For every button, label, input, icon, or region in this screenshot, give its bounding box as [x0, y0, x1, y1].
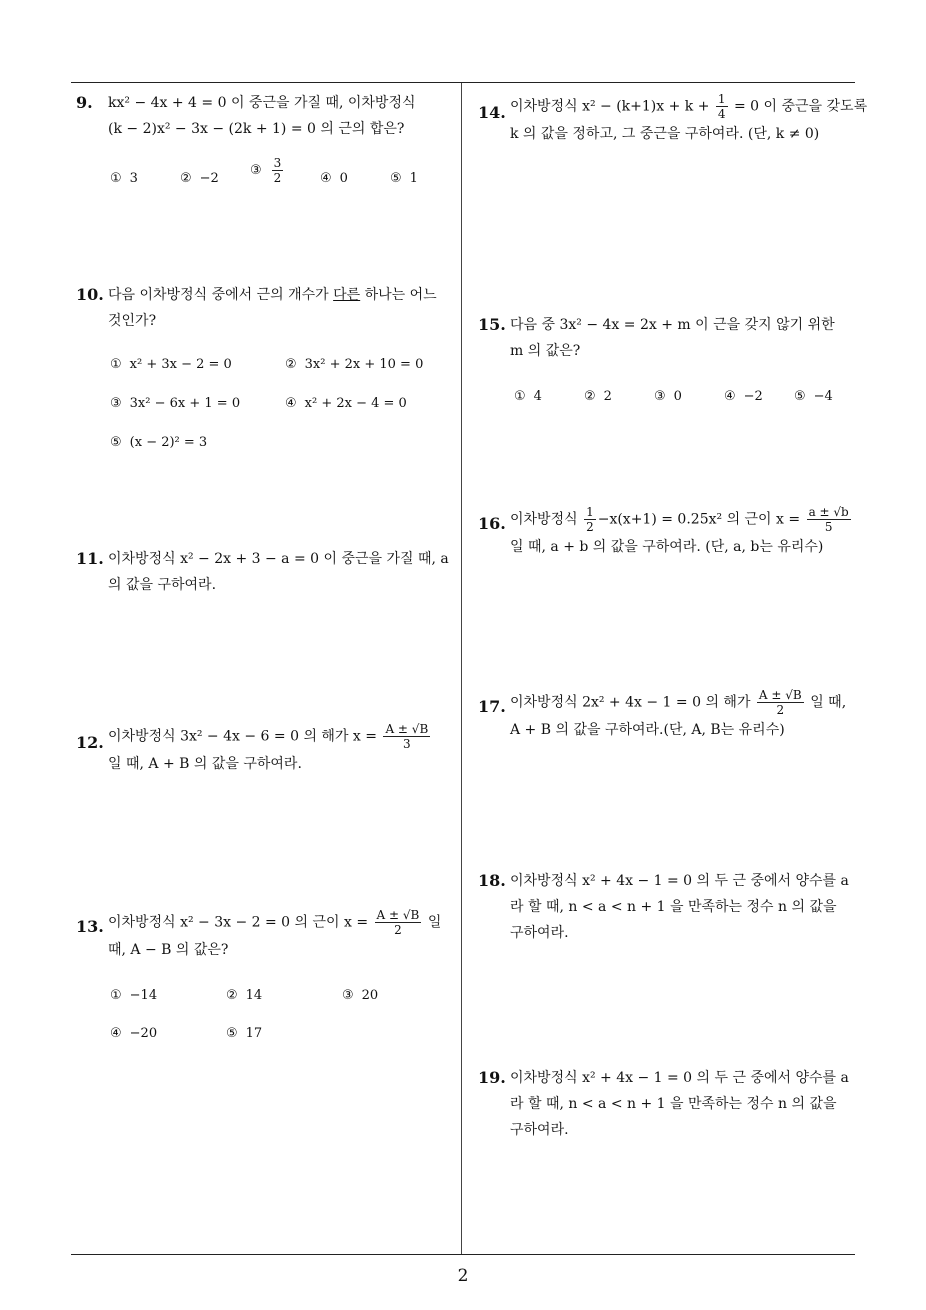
question-text-line: m 의 값은?: [510, 343, 581, 359]
fraction: $\frac{1}{2}$: [586, 505, 594, 534]
question-text-line: 이차방정식 x² + 4x − 1 = 0 의 두 근 중에서 양수를 a: [510, 1070, 849, 1086]
question-number: 16.: [478, 514, 506, 533]
option-2[interactable]: ② −2: [180, 171, 219, 186]
page-number: 2: [457, 1266, 469, 1286]
column-divider: [461, 83, 462, 1255]
option-3[interactable]: ③ $\frac{3}{2}$: [250, 156, 282, 185]
option-5[interactable]: ⑤ (x − 2)² = 3: [110, 435, 208, 450]
option-2[interactable]: ② 14: [226, 988, 263, 1003]
question-text-line: 이차방정식 x² − (k+1)x + k + $\frac{1}{4}$ = 0 이 중근을 갖도록: [510, 92, 868, 121]
fraction: $\frac{A \pm √B}{3}$: [385, 722, 429, 751]
question-text-line: 라 할 때, n < a < n + 1 을 만족하는 정수 n 의 값을: [510, 899, 837, 915]
option-5[interactable]: ⑤ 17: [226, 1026, 263, 1041]
top-rule: [71, 82, 855, 83]
question-text-line: 일 때, A + B 의 값을 구하여라.: [108, 756, 302, 772]
question-text-line: 이차방정식 x² − 3x − 2 = 0 의 근이 x = $\frac{A \pm √B}{2}$ 일: [108, 908, 442, 937]
option-4[interactable]: ④ 0: [320, 171, 348, 186]
question-text-line: 이차방정식 2x² + 4x − 1 = 0 의 해가 $\frac{A \pm √B}{2}$ 일 때,: [510, 688, 847, 717]
option-1[interactable]: ① −14: [110, 988, 158, 1003]
question-text-line: 의 값을 구하여라.: [108, 577, 217, 593]
question-number: 18.: [478, 871, 506, 890]
question-text-line: (k − 2)x² − 3x − (2k + 1) = 0 의 근의 합은?: [108, 121, 405, 137]
question-text-line: kx² − 4x + 4 = 0 이 중근을 가질 때, 이차방정식: [108, 95, 416, 111]
question-18: [478, 868, 862, 946]
option-3[interactable]: ③ 20: [342, 988, 379, 1003]
fraction: $\frac{3}{2}$: [273, 156, 282, 185]
question-number: 17.: [478, 697, 506, 716]
question-number: 11.: [76, 549, 104, 568]
question-text-line: 때, A − B 의 값은?: [108, 942, 229, 958]
question-number: 19.: [478, 1068, 506, 1087]
option-1[interactable]: ① 4: [514, 389, 542, 404]
question-text-line: 것인가?: [108, 313, 157, 329]
question-number: 9.: [76, 93, 93, 112]
question-text-line: 다음 중 3x² − 4x = 2x + m 이 근을 갖지 않기 위한: [510, 317, 835, 333]
bottom-rule: [71, 1254, 855, 1255]
option-5[interactable]: ⑤ 1: [390, 171, 418, 186]
option-2[interactable]: ② 2: [584, 389, 612, 404]
option-2[interactable]: ② 3x² + 2x + 10 = 0: [285, 357, 424, 372]
question-number: 15.: [478, 315, 506, 334]
answer-options: [478, 384, 862, 414]
fraction: $\frac{a \pm √b}{5}$: [808, 505, 849, 534]
question-number: 12.: [76, 733, 104, 752]
question-number: 14.: [478, 103, 506, 122]
question-12: [76, 722, 461, 777]
question-text-line: 구하여라.: [510, 925, 569, 941]
option-1[interactable]: ① x² + 3x − 2 = 0: [110, 357, 232, 372]
question-text-line: 이차방정식 x² − 2x + 3 − a = 0 이 중근을 가질 때, a: [108, 551, 449, 567]
question-text-line: 라 할 때, n < a < n + 1 을 만족하는 정수 n 의 값을: [510, 1096, 837, 1112]
fraction: $\frac{A \pm √B}{2}$: [376, 908, 420, 937]
question-number: 10.: [76, 285, 104, 304]
question-text-line: 구하여라.: [510, 1122, 569, 1138]
question-14: [478, 92, 868, 147]
question-text-line: 일 때, a + b 의 값을 구하여라. (단, a, b는 유리수): [510, 539, 824, 555]
answer-options: [76, 156, 461, 202]
option-4[interactable]: ④ x² + 2x − 4 = 0: [285, 396, 407, 411]
question-number: 13.: [76, 917, 104, 936]
question-10: [76, 282, 461, 472]
fraction: $\frac{A \pm √B}{2}$: [758, 688, 802, 717]
question-16: [478, 505, 862, 560]
question-19: [478, 1065, 862, 1143]
question-text-line: 이차방정식 x² + 4x − 1 = 0 의 두 근 중에서 양수를 a: [510, 873, 849, 889]
option-3[interactable]: ③ 0: [654, 389, 682, 404]
question-text-line: A + B 의 값을 구하여라.(단, A, B는 유리수): [510, 722, 785, 738]
question-17: [478, 688, 862, 743]
option-4[interactable]: ④ −20: [110, 1026, 158, 1041]
option-5[interactable]: ⑤ −4: [794, 389, 833, 404]
question-9: [76, 90, 461, 202]
option-3[interactable]: ③ 3x² − 6x + 1 = 0: [110, 396, 241, 411]
option-4[interactable]: ④ −2: [724, 389, 763, 404]
question-text-line: 이차방정식 3x² − 4x − 6 = 0 의 해가 x = $\frac{A \pm √B}{3}$: [108, 722, 429, 751]
answer-options: [76, 352, 461, 472]
option-1[interactable]: ① 3: [110, 171, 138, 186]
question-text-line: 이차방정식 $\frac{1}{2}$ −x(x+1) = 0.25x² 의 근이 x = $\frac{a \pm √b}{5}$: [510, 505, 849, 534]
question-11: [76, 546, 461, 598]
question-text-line: k 의 값을 정하고, 그 중근을 구하여라. (단, k ≠ 0): [510, 126, 820, 142]
question-text-line: 다음 이차방정식 중에서 근의 개수가 다른 하나는 어느: [108, 287, 437, 303]
question-15: [478, 312, 862, 414]
answer-options: [76, 983, 461, 1063]
fraction: $\frac{1}{4}$: [717, 92, 726, 121]
question-13: [76, 908, 461, 1063]
